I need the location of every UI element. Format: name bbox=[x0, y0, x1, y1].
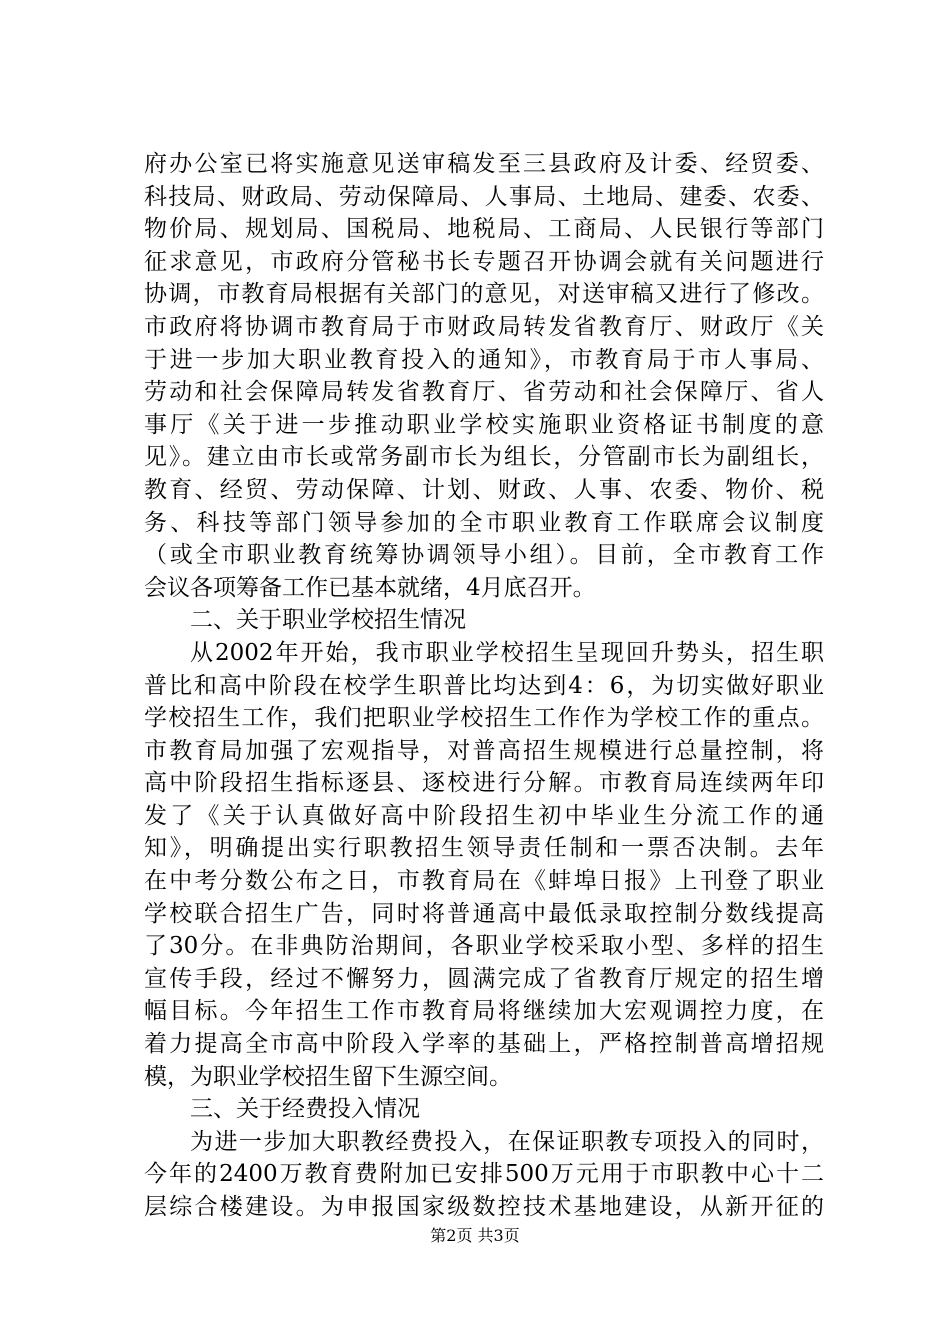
text-line: 在中考分数公布之日，市教育局在《蚌埠日报》上刊登了职业 bbox=[144, 868, 824, 895]
text-line: 物价局、规划局、国税局、地税局、工商局、人民银行等部门 bbox=[144, 216, 824, 243]
page-footer: 第2页 共3页 bbox=[430, 1226, 520, 1245]
text-line: 层综合楼建设。为申报国家级数控技术基地建设，从新开征的 bbox=[144, 1194, 824, 1220]
text-line: 征求意见，市政府分管秘书长专题召开协调会就有关问题进行 bbox=[144, 248, 824, 275]
text-line: 市政府将协调市教育局于市财政局转发省教育厅、财政厅《关 bbox=[144, 313, 824, 340]
text-line: 了30分。在非典防治期间，各职业学校采取小型、多样的招生 bbox=[144, 933, 824, 960]
text-line: 市教育局加强了宏观指导，对普高招生规模进行总量控制，将 bbox=[144, 737, 824, 764]
text-line: 从2002年开始，我市职业学校招生呈现回升势头，招生职 bbox=[190, 639, 824, 666]
text-line: 发了《关于认真做好高中阶段招生初中毕业生分流工作的通 bbox=[144, 802, 824, 829]
text-line: 见》。建立由市长或常务副市长为组长，分管副市长为副组长， bbox=[144, 444, 824, 471]
text-line: 模，为职业学校招生留下生源空间。 bbox=[144, 1063, 512, 1090]
text-line: 事厅《关于进一步推动职业学校实施职业资格证书制度的意 bbox=[144, 411, 824, 438]
text-line: 着力提高全市高中阶段入学率的基础上，严格控制普高增招规 bbox=[144, 1031, 824, 1058]
text-line: 劳动和社会保障局转发省教育厅、省劳动和社会保障厅、省人 bbox=[144, 379, 824, 406]
text-line: 为进一步加大职教经费投入，在保证职教专项投入的同时， bbox=[190, 1128, 824, 1155]
text-line: （或全市职业教育统筹协调领导小组）。目前，全市教育工作 bbox=[144, 542, 824, 569]
text-line: 科技局、财政局、劳动保障局、人事局、土地局、建委、农委、 bbox=[144, 183, 824, 210]
text-line: 知》，明确提出实行职教招生领导责任制和一票否决制。去年 bbox=[144, 835, 824, 862]
text-line: 教育、经贸、劳动保障、计划、财政、人事、农委、物价、税 bbox=[144, 476, 824, 503]
document-body bbox=[144, 148, 824, 1224]
text-line: 宣传手段，经过不懈努力，圆满完成了省教育厅规定的招生增 bbox=[144, 965, 824, 992]
text-line: 今年的2400万教育费附加已安排500万元用于市职教中心十二 bbox=[144, 1161, 824, 1188]
section-heading: 三、关于经费投入情况 bbox=[190, 1096, 420, 1123]
text-line: 幅目标。今年招生工作市教育局将继续加大宏观调控力度，在 bbox=[144, 998, 824, 1025]
text-line: 学校联合招生广告，同时将普通高中最低录取控制分数线提高 bbox=[144, 900, 824, 927]
section-heading: 二、关于职业学校招生情况 bbox=[190, 607, 466, 634]
text-line: 务、科技等部门领导参加的全市职业教育工作联席会议制度 bbox=[144, 509, 824, 536]
text-line: 高中阶段招生指标逐县、逐校进行分解。市教育局连续两年印 bbox=[144, 770, 824, 797]
text-line: 府办公室已将实施意见送审稿发至三县政府及计委、经贸委、 bbox=[144, 151, 824, 177]
text-line: 于进一步加大职业教育投入的通知》，市教育局于市人事局、 bbox=[144, 346, 824, 373]
text-line: 普比和高中阶段在校学生职普比均达到4：6，为切实做好职业 bbox=[144, 672, 824, 699]
text-line: 协调，市教育局根据有关部门的意见，对送审稿又进行了修改。 bbox=[144, 281, 824, 308]
text-line: 学校招生工作，我们把职业学校招生工作作为学校工作的重点。 bbox=[144, 705, 824, 732]
text-line: 会议各项筹备工作已基本就绪，4月底召开。 bbox=[144, 574, 596, 601]
